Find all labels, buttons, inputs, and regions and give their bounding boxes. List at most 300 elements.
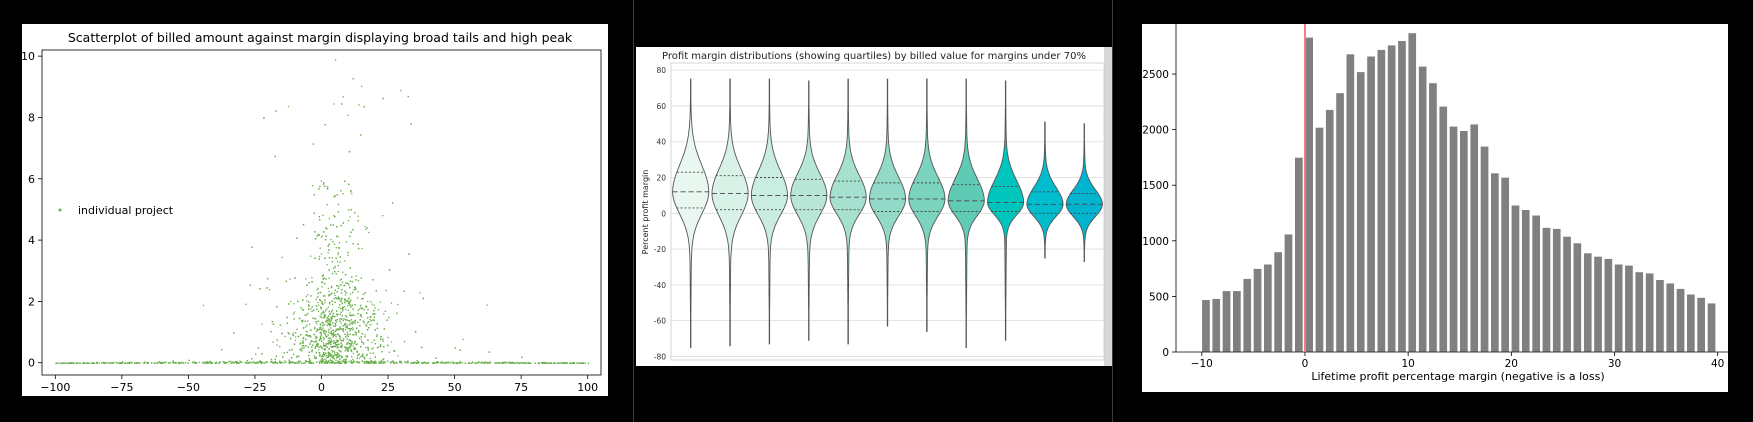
scatter-point	[353, 321, 354, 322]
scatter-point	[325, 239, 326, 240]
scatter-x-tick-label: −25	[243, 381, 267, 394]
scatter-point	[331, 318, 332, 319]
scatter-point	[326, 264, 327, 265]
histogram-bar	[1326, 110, 1334, 352]
scatter-point	[336, 310, 337, 311]
scatter-point	[251, 358, 252, 359]
scatter-point	[229, 361, 230, 362]
scatter-point	[272, 341, 273, 342]
scatter-point	[349, 304, 350, 305]
histogram-y-tick-label: 1500	[1142, 180, 1169, 193]
scatter-point	[359, 308, 360, 309]
scatter-point	[348, 302, 349, 303]
scatter-point	[280, 325, 281, 326]
scatter-point	[339, 358, 340, 359]
scatter-point	[331, 332, 332, 333]
scatter-point	[458, 362, 459, 363]
scatter-point	[323, 274, 324, 275]
scatter-point	[336, 226, 337, 227]
histogram-x-axis-label: Lifetime profit percentage margin (negative is a loss)	[1311, 370, 1605, 383]
scatter-x-tick-label: −75	[110, 381, 134, 394]
scatter-point	[361, 278, 362, 279]
scatter-point	[380, 345, 381, 346]
scatter-point	[356, 351, 357, 352]
scatter-point	[392, 202, 393, 203]
scatter-point	[316, 299, 317, 300]
scatter-point	[372, 314, 373, 315]
violin-y-tick-label: -20	[653, 245, 666, 255]
scatter-point	[349, 328, 350, 329]
histogram-bar	[1460, 131, 1468, 352]
scatter-point	[296, 329, 297, 330]
scatter-point	[333, 330, 334, 331]
scatter-point	[306, 335, 307, 336]
scatter-point	[333, 313, 334, 314]
scatter-point	[394, 363, 395, 364]
scatter-point	[345, 315, 346, 316]
scatter-point	[487, 305, 488, 306]
scatter-point	[320, 292, 321, 293]
scatter-point	[212, 363, 213, 364]
histogram-bar	[1522, 210, 1530, 352]
scatter-point	[323, 354, 324, 355]
scatter-point	[333, 224, 334, 225]
scatter-point	[315, 321, 316, 322]
scatter-point	[290, 301, 291, 302]
scatter-point	[284, 360, 285, 361]
scatter-point	[324, 258, 325, 259]
scatter-point	[151, 362, 152, 363]
scatter-point	[336, 354, 337, 355]
scatter-point	[359, 338, 360, 339]
scatter-point	[350, 334, 351, 335]
scatter-point	[345, 359, 346, 360]
scatter-point	[340, 318, 341, 319]
scatter-point	[312, 350, 313, 351]
scatter-point	[327, 325, 328, 326]
scatter-point	[333, 298, 334, 299]
scatter-point	[367, 227, 368, 228]
scatter-point	[332, 322, 333, 323]
scatter-point	[314, 328, 315, 329]
scatter-point	[426, 363, 427, 364]
scatter-point	[367, 329, 368, 330]
scatter-point	[165, 362, 166, 363]
scatter-point	[327, 186, 328, 187]
scatter-point	[343, 340, 344, 341]
scatter-point	[97, 363, 98, 364]
scatter-point	[139, 363, 140, 364]
scatter-point	[294, 363, 295, 364]
scatter-point	[310, 295, 311, 296]
scatter-point	[291, 357, 292, 358]
scatter-point	[335, 325, 336, 326]
scatter-point	[335, 290, 336, 291]
scatter-point	[348, 348, 349, 349]
scatter-point	[272, 362, 273, 363]
scatter-point	[308, 304, 309, 305]
scatter-point	[320, 336, 321, 337]
scatter-point	[302, 345, 303, 346]
scatter-point	[386, 290, 387, 291]
scatter-point	[341, 225, 342, 226]
scatter-point	[71, 363, 72, 364]
scatter-point	[472, 362, 473, 363]
scatter-point	[328, 306, 329, 307]
scatter-point	[407, 361, 408, 362]
scatter-point	[309, 282, 310, 283]
scatter-point	[330, 338, 331, 339]
scatter-point	[320, 324, 321, 325]
scatter-point	[442, 362, 443, 363]
scatter-point	[366, 361, 367, 362]
violin-y-tick-label: 20	[656, 173, 666, 183]
scatter-point	[337, 344, 338, 345]
scatter-point	[275, 361, 276, 362]
scatter-point	[275, 156, 276, 157]
scatter-point	[311, 311, 312, 312]
scatter-point	[370, 353, 371, 354]
scatter-point	[321, 361, 322, 362]
scatter-point	[336, 258, 337, 259]
scatter-point	[350, 346, 351, 347]
scatter-point	[354, 287, 355, 288]
scatter-point	[240, 362, 241, 363]
scatter-point	[301, 363, 302, 364]
scatter-point	[323, 339, 324, 340]
scatter-point	[290, 338, 291, 339]
scatter-point	[370, 358, 371, 359]
scatter-point	[346, 347, 347, 348]
scatter-point	[346, 316, 347, 317]
scatter-point	[112, 362, 113, 363]
scatter-point	[381, 351, 382, 352]
scatter-point	[342, 272, 343, 273]
scatter-point	[293, 362, 294, 363]
scatter-point	[331, 350, 332, 351]
scatter-point	[352, 362, 353, 363]
scatter-point	[397, 355, 398, 356]
scatter-point	[517, 362, 518, 363]
scatter-point	[360, 134, 361, 135]
scatter-point	[401, 362, 402, 363]
scatter-point	[407, 362, 408, 363]
scatter-point	[339, 301, 340, 302]
scatter-point	[233, 332, 234, 333]
scatter-point	[528, 363, 529, 364]
scatter-point	[261, 353, 262, 354]
scatter-point	[322, 282, 323, 283]
scatter-point	[62, 363, 63, 364]
scatter-point	[328, 291, 329, 292]
scatter-point	[338, 286, 339, 287]
scatter-point	[314, 327, 315, 328]
histogram-bar	[1615, 264, 1623, 352]
scatter-point	[453, 362, 454, 363]
scatter-point	[330, 354, 331, 355]
scatter-point	[303, 224, 304, 225]
scatter-point	[411, 362, 412, 363]
scatter-point	[325, 124, 326, 125]
scatter-point	[424, 362, 425, 363]
scatter-point	[325, 310, 326, 311]
scatter-point	[372, 279, 373, 280]
scatter-point	[362, 360, 363, 361]
scatter-point	[341, 345, 342, 346]
histogram-x-tick-label: 30	[1607, 358, 1622, 370]
scatter-point	[351, 315, 352, 316]
histogram-bar	[1336, 93, 1344, 352]
scatter-point	[421, 347, 422, 348]
scatter-point	[333, 342, 334, 343]
scatter-point	[302, 299, 303, 300]
scatter-point	[352, 327, 353, 328]
scatter-point	[91, 363, 92, 364]
scatter-point	[349, 343, 350, 344]
scatter-point	[312, 306, 313, 307]
scatter-point	[331, 360, 332, 361]
scatter-point	[224, 363, 225, 364]
scatter-point	[350, 293, 351, 294]
scatter-point	[303, 363, 304, 364]
scatter-point	[328, 249, 329, 250]
scatter-point	[80, 363, 81, 364]
scatter-point	[298, 336, 299, 337]
scatter-point	[338, 265, 339, 266]
scatter-point	[274, 362, 275, 363]
scatter-point	[344, 181, 345, 182]
scatter-point	[325, 278, 326, 279]
scatter-point	[311, 277, 312, 278]
histogram-x-tick-label: 0	[1301, 358, 1309, 370]
scatter-point	[343, 96, 344, 97]
scatter-point	[380, 302, 381, 303]
scatter-point	[305, 360, 306, 361]
scatter-point	[315, 238, 316, 239]
scatter-point	[223, 361, 224, 362]
scatter-point	[314, 318, 315, 319]
scatter-point	[390, 362, 391, 363]
scatter-point	[93, 363, 94, 364]
scatter-point	[380, 361, 381, 362]
scatter-x-tick-label: −50	[176, 381, 201, 394]
scatter-point	[328, 355, 329, 356]
scatter-point	[323, 356, 324, 357]
scatter-point	[287, 323, 288, 324]
histogram-bar	[1542, 228, 1550, 353]
scatter-point	[456, 362, 457, 363]
scatter-point	[367, 301, 368, 302]
scatter-point	[330, 356, 331, 357]
scatter-point	[376, 362, 377, 363]
scatter-point	[324, 314, 325, 315]
scatter-point	[70, 363, 71, 364]
scatter-point	[388, 317, 389, 318]
histogram-bar	[1573, 243, 1581, 352]
scatter-point	[507, 362, 508, 363]
scatter-legend-label: individual project	[78, 204, 174, 217]
histogram-y-tick-label: 0	[1162, 347, 1169, 359]
scatter-point	[345, 348, 346, 349]
histogram-bar	[1243, 279, 1251, 352]
scatter-point	[484, 362, 485, 363]
scatter-point	[331, 317, 332, 318]
scatter-point	[354, 343, 355, 344]
scatter-point	[343, 359, 344, 360]
scatter-point	[336, 285, 337, 286]
scatter-point	[326, 336, 327, 337]
scatter-point	[263, 117, 264, 118]
scatter-point	[109, 363, 110, 364]
scatter-point	[312, 341, 313, 342]
scatter-point	[305, 339, 306, 340]
scatter-point	[340, 346, 341, 347]
scatter-point	[361, 342, 362, 343]
scatter-point	[317, 329, 318, 330]
histogram-bar	[1480, 146, 1488, 352]
scatter-point	[66, 363, 67, 364]
scatter-point	[362, 355, 363, 356]
scatter-point	[481, 362, 482, 363]
scatter-point	[470, 363, 471, 364]
scatter-point	[328, 343, 329, 344]
scatter-point	[350, 232, 351, 233]
scatter-point	[347, 339, 348, 340]
scatter-point	[415, 331, 416, 332]
scatter-point	[316, 358, 317, 359]
scatter-point	[293, 333, 294, 334]
scatter-point	[293, 303, 294, 304]
scatter-point	[374, 320, 375, 321]
scatter-point	[253, 361, 254, 362]
scatter-point	[535, 363, 536, 364]
scatter-point	[306, 325, 307, 326]
scatter-point	[307, 294, 308, 295]
scatter-point	[276, 356, 277, 357]
scatter-point	[322, 322, 323, 323]
scatter-point	[404, 291, 405, 292]
scatter-point	[350, 306, 351, 307]
scatter-point	[368, 361, 369, 362]
scatter-point	[334, 216, 335, 217]
histogram-y-tick-label: 2000	[1142, 124, 1169, 137]
scatter-point	[218, 363, 219, 364]
histogram-bar	[1284, 234, 1292, 352]
scatter-point	[308, 361, 309, 362]
scatter-point	[375, 361, 376, 362]
scatter-point	[361, 308, 362, 309]
scatter-point	[307, 321, 308, 322]
scatter-point	[408, 253, 409, 254]
scatter-point	[347, 320, 348, 321]
histogram-x-tick-label: 20	[1504, 358, 1519, 370]
scatter-point	[65, 363, 66, 364]
scatter-point	[110, 362, 111, 363]
scatter-point	[360, 319, 361, 320]
scatter-point	[322, 286, 323, 287]
scatter-point	[296, 357, 297, 358]
scatter-point	[319, 361, 320, 362]
violin-y-tick-label: -80	[653, 352, 666, 362]
scatter-point	[365, 292, 366, 293]
scatter-point	[319, 329, 320, 330]
scatter-point	[359, 353, 360, 354]
scatter-point	[306, 285, 307, 286]
scatter-point	[290, 361, 291, 362]
scatter-point	[341, 340, 342, 341]
scatter-point	[147, 362, 148, 363]
scatter-point	[330, 327, 331, 328]
scatter-point	[338, 297, 339, 298]
scatter-point	[322, 325, 323, 326]
scatter-point	[312, 345, 313, 346]
scatter-point	[341, 301, 342, 302]
scatter-point	[374, 305, 375, 306]
scatter-point	[103, 362, 104, 363]
scatter-point	[178, 362, 179, 363]
scatter-point	[370, 324, 371, 325]
scatter-point	[349, 320, 350, 321]
scatter-point	[524, 362, 525, 363]
scatter-point	[340, 279, 341, 280]
scatter-point	[319, 219, 320, 220]
scatter-point	[361, 86, 362, 87]
scatter-point	[288, 106, 289, 107]
histogram-bar	[1511, 205, 1519, 352]
scatter-point	[334, 350, 335, 351]
scatter-point	[344, 361, 345, 362]
scatter-point	[359, 325, 360, 326]
scatter-point	[367, 317, 368, 318]
scatter-point	[318, 344, 319, 345]
scatter-point	[329, 311, 330, 312]
scatter-point	[377, 347, 378, 348]
scatter-point	[215, 362, 216, 363]
scatter-point	[332, 261, 333, 262]
scatter-point	[330, 355, 331, 356]
panel-divider	[633, 0, 634, 422]
scatter-point	[329, 323, 330, 324]
scatter-point	[246, 362, 247, 363]
scatter-point	[329, 362, 330, 363]
scatter-point	[391, 341, 392, 342]
scatter-point	[318, 349, 319, 350]
scatter-point	[211, 363, 212, 364]
scatter-point	[279, 361, 280, 362]
scatter-point	[380, 344, 381, 345]
scatter-point	[249, 362, 250, 363]
scatter-point	[351, 276, 352, 277]
scatter-point	[313, 310, 314, 311]
scatter-point	[342, 310, 343, 311]
scatter-point	[329, 302, 330, 303]
scatter-point	[275, 359, 276, 360]
scatter-point	[337, 334, 338, 335]
scatter-point	[340, 363, 341, 364]
histogram-x-tick-label: 40	[1710, 358, 1725, 370]
scatter-point	[514, 362, 515, 363]
scatter-point	[318, 321, 319, 322]
scatter-point	[345, 326, 346, 327]
scatter-point	[325, 227, 326, 228]
scatter-point	[329, 340, 330, 341]
scatter-point	[573, 363, 574, 364]
scatter-point	[385, 311, 386, 312]
scatter-point	[414, 362, 415, 363]
scatter-point	[308, 355, 309, 356]
scatter-point	[143, 362, 144, 363]
scatter-point	[340, 337, 341, 338]
